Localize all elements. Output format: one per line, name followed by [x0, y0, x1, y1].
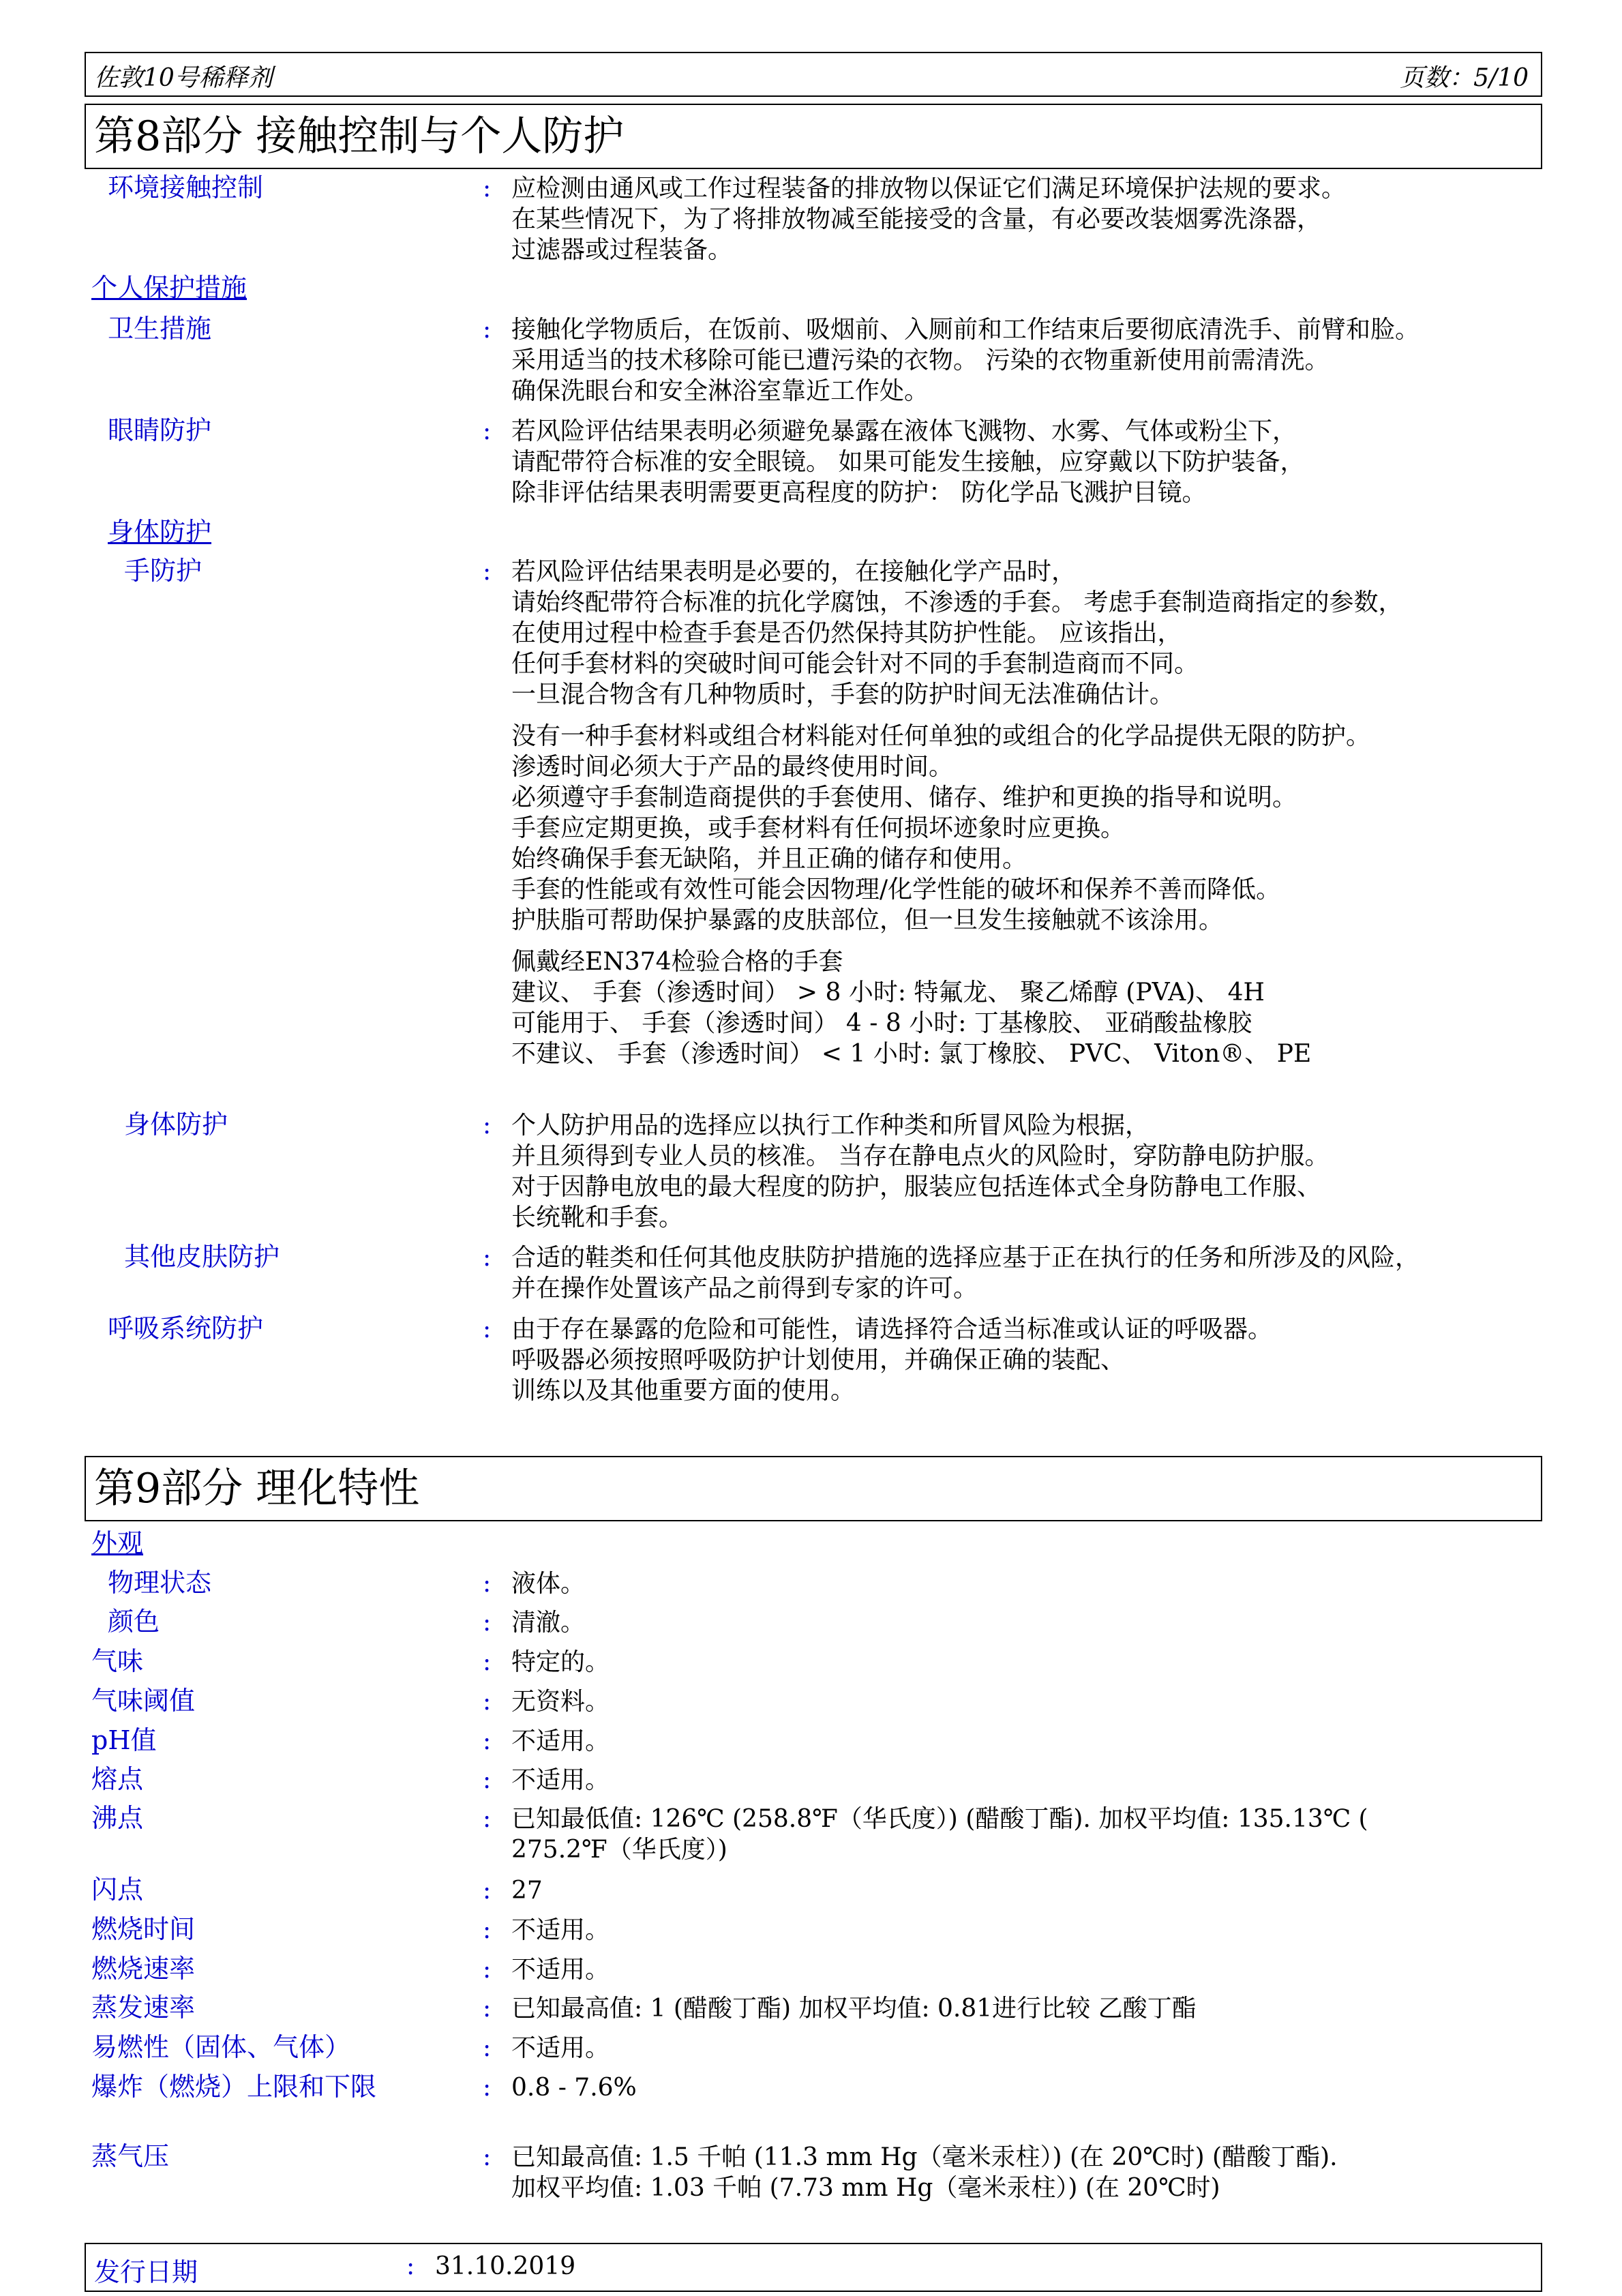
colon: :: [406, 2252, 415, 2280]
value-vapor-pressure: [511, 2142, 1527, 2203]
label-color: 颜色: [108, 1607, 160, 1637]
colon: :: [483, 1112, 492, 1139]
value-eye: [511, 416, 1527, 508]
value-physical-state: 液体。: [511, 1570, 586, 1598]
label-body: 身体防护: [124, 1109, 228, 1139]
text-line: 由于存在暴露的危险和可能性，请选择符合适当标准或认证的呼吸器。: [511, 1315, 1273, 1343]
value-explosion-limits: 0.8 - 7.6%: [511, 2074, 637, 2102]
text-line: 275.2℉（华氏度）): [511, 1836, 727, 1864]
heading-ppe: 个人保护措施: [91, 273, 247, 303]
text-line: 加权平均值: 1.03 千帕 (7.73 mm Hg（毫米汞柱）) (在 20℃时): [511, 2174, 1220, 2202]
text-line: 手套的性能或有效性可能会因物理/化学性能的破坏和保养不善而降低。: [511, 876, 1281, 904]
page-footer: [85, 2243, 1542, 2292]
label-odor: 气味: [91, 1646, 144, 1676]
text-line: 已知最低值: 126℃ (258.8℉（华氏度）) (醋酸丁酯). 加权平均值: 135.13℃ (: [511, 1805, 1368, 1833]
colon: :: [483, 2143, 492, 2171]
value-hygiene: [511, 314, 1527, 406]
text-line: 并在操作处置该产品之前得到专家的许可。: [511, 1274, 978, 1302]
text-line: 请始终配带符合标准的抗化学腐蚀，不渗透的手套。 考虑手套制造商指定的参数，: [511, 588, 1403, 616]
issue-date-label: 发行日期: [94, 2257, 198, 2287]
heading-body-protection: 身体防护: [108, 517, 212, 547]
text-line: 训练以及其他重要方面的使用。: [511, 1377, 856, 1405]
label-explosion-limits: 爆炸（燃烧）上限和下限: [91, 2072, 377, 2102]
text-line: 若风险评估结果表明必须避免暴露在液体飞溅物、水雾、气体或粉尘下，: [511, 417, 1297, 445]
text-line: 个人防护用品的选择应以执行工作种类和所冒风险为根据，: [511, 1112, 1150, 1139]
label-eye: 眼睛防护: [108, 415, 212, 445]
label-env-control: 环境接触控制: [108, 173, 264, 203]
colon: :: [483, 1688, 492, 1716]
label-physical-state: 物理状态: [108, 1568, 212, 1598]
value-color: 清澈。: [511, 1609, 586, 1637]
label-respiratory: 呼吸系统防护: [108, 1313, 264, 1343]
text-line: 必须遵守手套制造商提供的手套使用、储存、维护和更换的指导和说明。: [511, 784, 1297, 811]
value-body: [511, 1110, 1527, 1233]
text-line: 长统靴和手套。: [511, 1204, 684, 1232]
text-line: 确保洗眼台和安全淋浴室靠近工作处。: [511, 377, 929, 405]
value-ph: 不适用。: [511, 1727, 610, 1755]
text-line: 渗透时间必须大于产品的最终使用时间。: [511, 753, 954, 781]
value-burn-time: 不适用。: [511, 1916, 610, 1944]
section-9-title: 第9部分 理化特性: [85, 1456, 1542, 1521]
label-other-skin: 其他皮肤防护: [124, 1242, 280, 1272]
text-line: 一旦混合物含有几种物质时，手套的防护时间无法准确估计。: [511, 681, 1175, 709]
colon: :: [483, 1916, 492, 1944]
text-line: 佩戴经EN374检验合格的手套: [511, 948, 843, 976]
text-line: 接触化学物质后，在饭前、吸烟前、入厕前和工作结束后要彻底清洗手、前臂和脸。: [511, 316, 1420, 344]
value-respiratory: [511, 1314, 1527, 1406]
label-ph: pH值: [91, 1725, 157, 1755]
text-line: 请配带符合标准的安全眼镜。 如果可能发生接触，应穿戴以下防护装备，: [511, 448, 1305, 476]
text-line: 建议、 手套（渗透时间） > 8 小时: 特氟龙、 聚乙烯醇 (PVA)、 4H: [511, 979, 1265, 1007]
text-line: 任何手套材料的突破时间可能会针对不同的手套制造商而不同。: [511, 650, 1199, 678]
text-line: 呼吸器必须按照呼吸防护计划使用，并确保正确的装配、: [511, 1346, 1126, 1374]
value-hand: [511, 556, 1527, 1069]
text-line: 合适的鞋类和任何其他皮肤防护措施的选择应基于正在执行的任务和所涉及的风险，: [511, 1244, 1420, 1272]
text-line: 采用适当的技术移除可能已遭污染的衣物。 污染的衣物重新使用前需清洗。: [511, 346, 1330, 374]
colon: :: [483, 1956, 492, 1984]
value-odor: 特定的。: [511, 1648, 610, 1676]
value-odor-threshold: 无资料。: [511, 1688, 610, 1716]
value-melting-point: 不适用。: [511, 1766, 610, 1794]
text-line: 不建议、 手套（渗透时间） < 1 小时: 氯丁橡胶、 PVC、 Viton®、 PE: [511, 1040, 1312, 1068]
colon: :: [483, 1570, 492, 1598]
colon: :: [483, 417, 492, 445]
text-line: 可能用于、 手套（渗透时间） 4 - 8 小时: 丁基橡胶、 亚硝酸盐橡胶: [511, 1009, 1252, 1037]
colon: :: [483, 1315, 492, 1343]
label-hand: 手防护: [124, 556, 202, 586]
text-line: 对于因静电放电的最大程度的防护，服装应包括连体式全身防静电工作服、: [511, 1173, 1322, 1201]
text-line: 手套应定期更换，或手套材料有任何损坏迹象时应更换。: [511, 814, 1126, 842]
value-evaporation-rate: 已知最高值: 1 (醋酸丁酯) 加权平均值: 0.81进行比较 乙酸丁酯: [511, 1995, 1197, 2023]
colon: :: [483, 2074, 492, 2102]
text-line: 在某些情况下，为了将排放物减至能接受的含量，有必要改装烟雾洗涤器，: [511, 205, 1322, 233]
page-header: [85, 52, 1542, 97]
colon: :: [483, 1877, 492, 1905]
label-hygiene: 卫生措施: [108, 314, 212, 344]
value-flash-point: 27: [511, 1877, 543, 1905]
section-8-title: 第8部分 接触控制与个人防护: [85, 104, 1542, 169]
colon: :: [483, 1727, 492, 1755]
text-line: 应检测由通风或工作过程装备的排放物以保证它们满足环境保护法规的要求。: [511, 175, 1347, 203]
label-flammability: 易燃性（固体、气体）: [91, 2032, 351, 2062]
text-line: 过滤器或过程装备。: [511, 236, 733, 264]
heading-appearance: 外观: [91, 1528, 144, 1558]
label-boiling-point: 沸点: [91, 1803, 144, 1833]
colon: :: [483, 175, 492, 203]
text-line: 若风险评估结果表明是必要的，在接触化学产品时，: [511, 558, 1077, 586]
label-flash-point: 闪点: [91, 1875, 144, 1905]
label-melting-point: 熔点: [91, 1764, 144, 1794]
value-burn-rate: 不适用。: [511, 1956, 610, 1984]
label-burn-rate: 燃烧速率: [91, 1954, 196, 1984]
label-burn-time: 燃烧时间: [91, 1914, 196, 1944]
label-vapor-pressure: 蒸气压: [91, 2141, 170, 2171]
page-number: 页数：5/10: [1400, 64, 1529, 92]
text-line: 已知最高值: 1.5 千帕 (11.3 mm Hg（毫米汞柱）) (在 20℃时) (醋酸丁酯).: [511, 2143, 1338, 2171]
colon: :: [483, 1609, 492, 1637]
colon: :: [483, 316, 492, 344]
value-flammability: 不适用。: [511, 2034, 610, 2062]
colon: :: [483, 2034, 492, 2062]
value-env-control: [511, 173, 1527, 265]
text-line: 并且须得到专业人员的核准。 当存在静电点火的风险时，穿防静电防护服。: [511, 1142, 1330, 1170]
text-line: 始终确保手套无缺陷，并且正确的储存和使用。: [511, 845, 1027, 873]
colon: :: [483, 1648, 492, 1676]
text-line: 护肤脂可帮助保护暴露的皮肤部位，但一旦发生接触就不该涂用。: [511, 906, 1224, 934]
value-boiling-point: [511, 1804, 1527, 1865]
label-odor-threshold: 气味阈值: [91, 1686, 196, 1716]
colon: :: [483, 1805, 492, 1833]
colon: :: [483, 1995, 492, 2023]
label-evaporation-rate: 蒸发速率: [91, 1993, 196, 2023]
issue-date-value: 31.10.2019: [435, 2252, 576, 2280]
value-other-skin: [511, 1242, 1527, 1304]
colon: :: [483, 1766, 492, 1794]
text-line: 在使用过程中检查手套是否仍然保持其防护性能。 应该指出，: [511, 619, 1182, 647]
text-line: 除非评估结果表明需要更高程度的防护： 防化学品飞溅护目镜。: [511, 479, 1207, 507]
colon: :: [483, 1244, 492, 1272]
document-title: 佐敦10号稀释剂: [94, 64, 273, 92]
text-line: 没有一种手套材料或组合材料能对任何单独的或组合的化学品提供无限的防护。: [511, 722, 1371, 750]
colon: :: [483, 558, 492, 586]
